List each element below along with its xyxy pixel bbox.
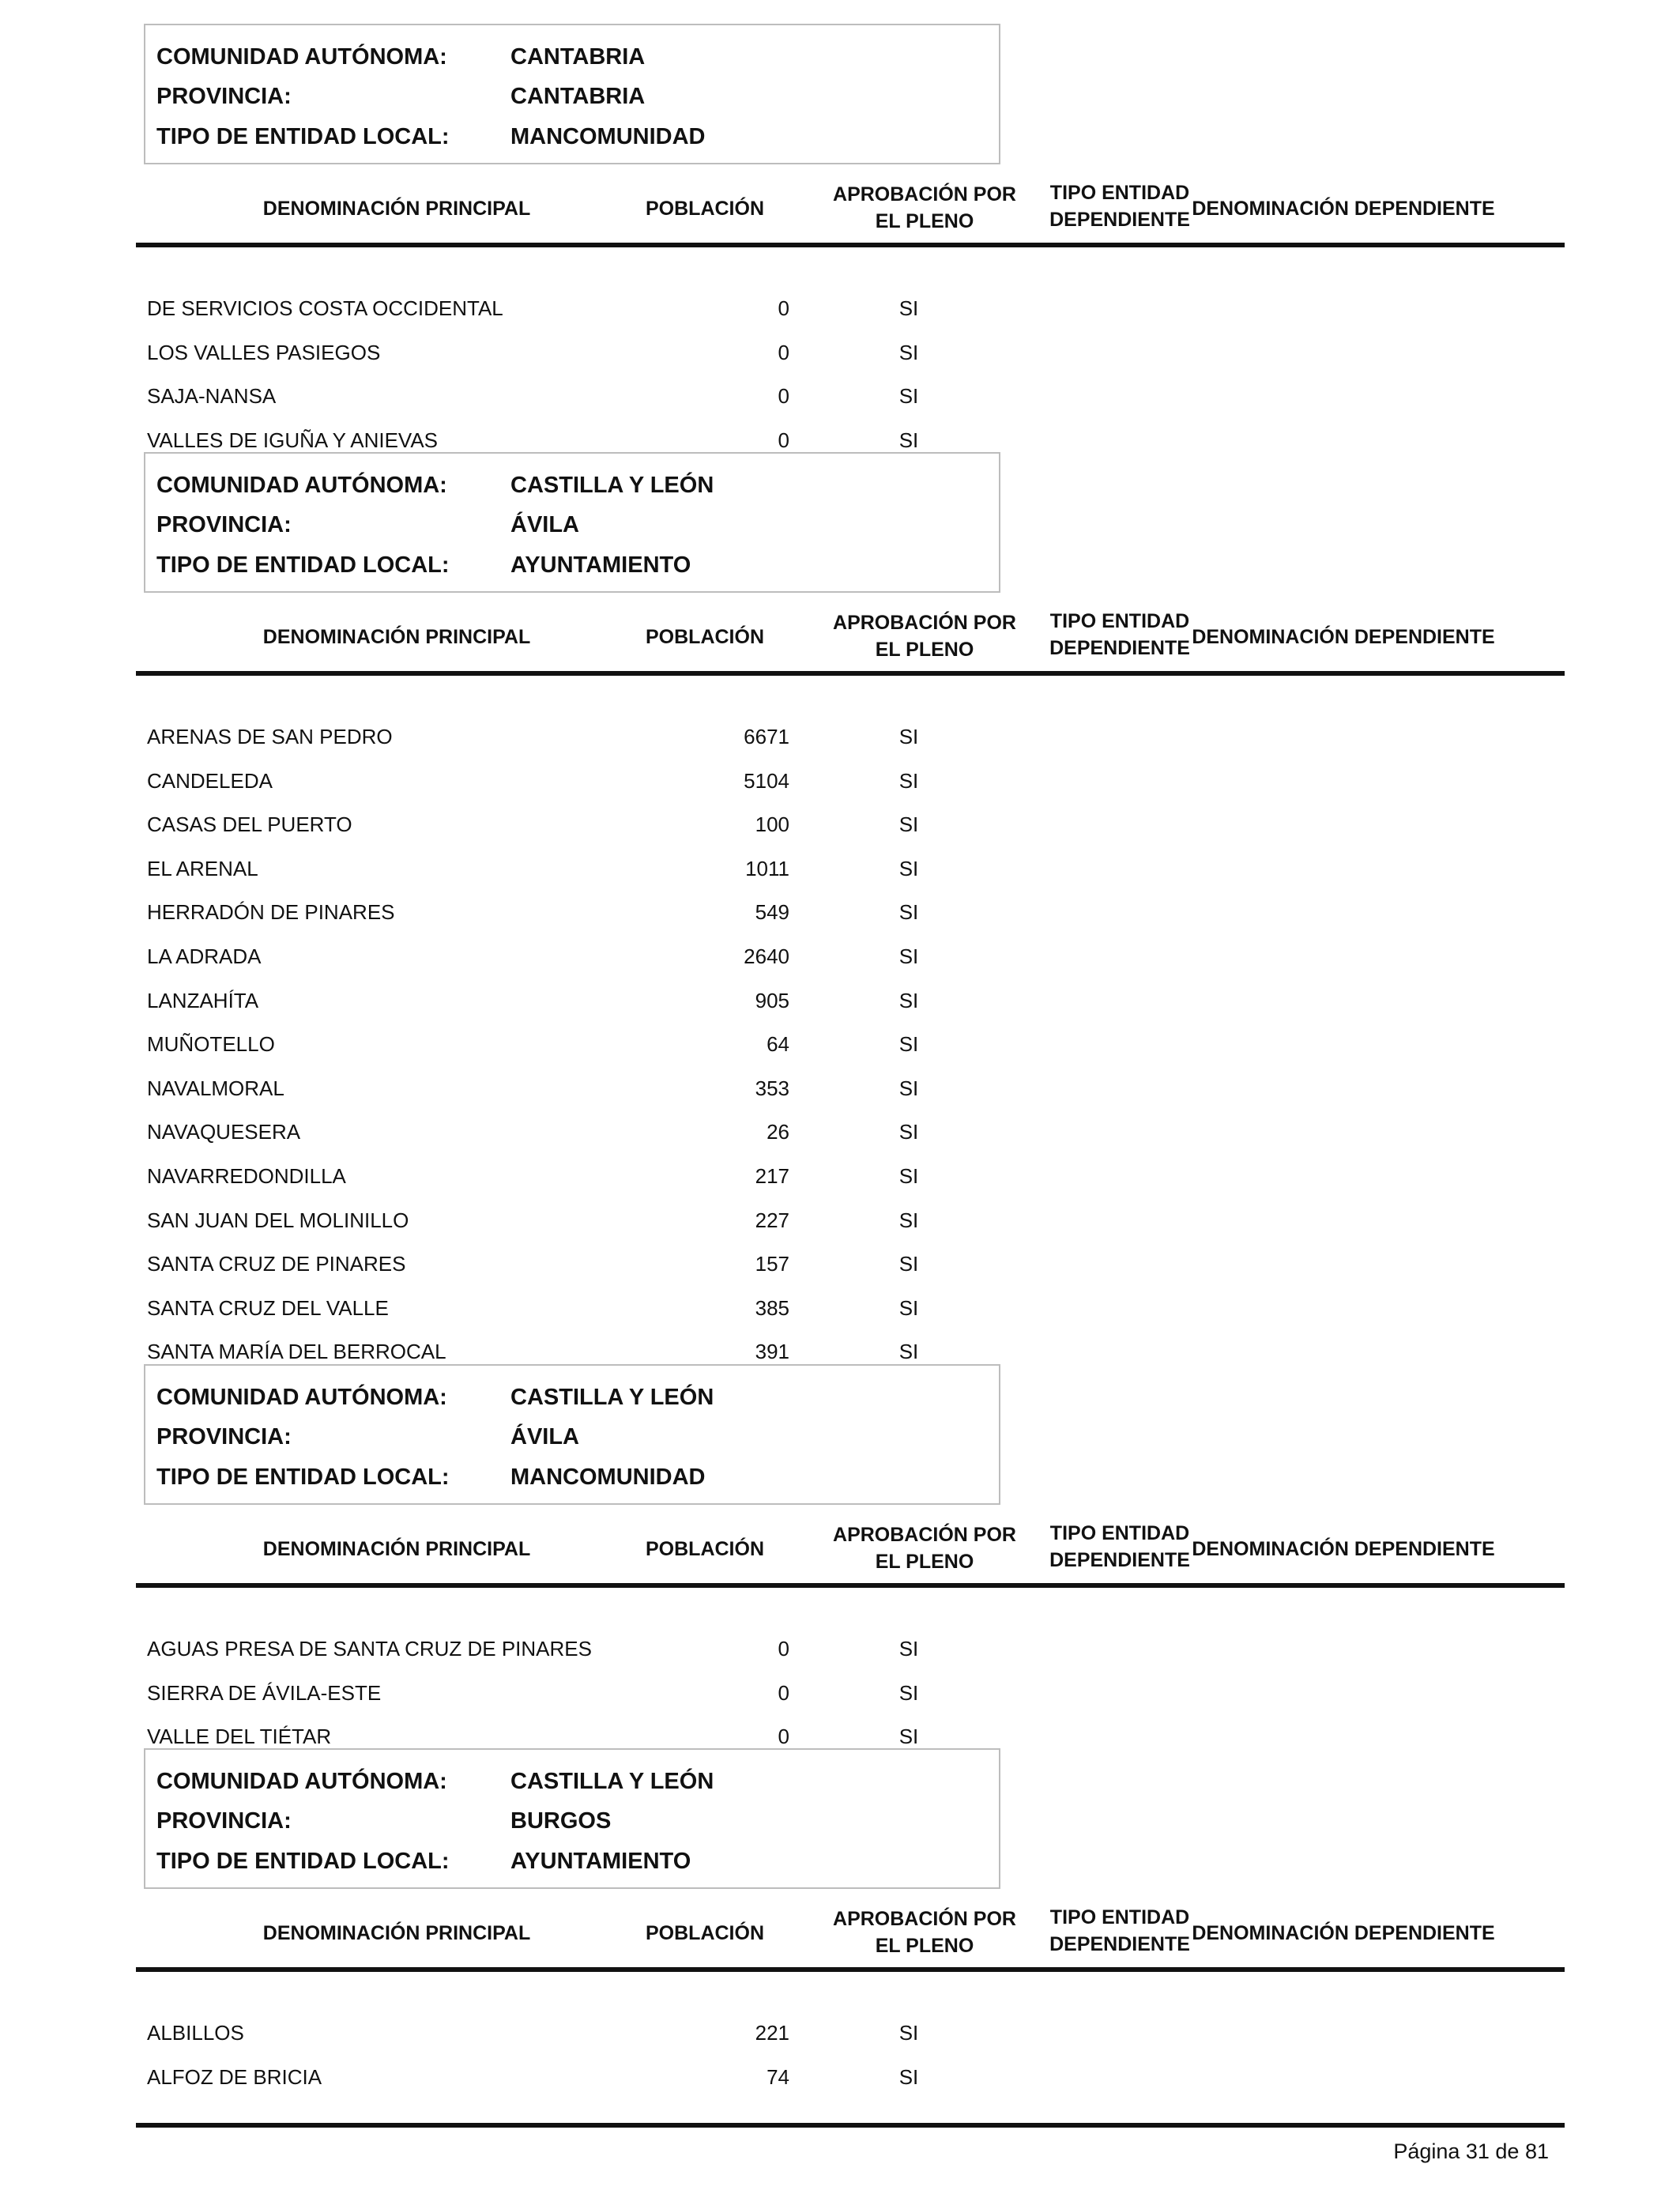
header-aprobacion-pleno: APROBACIÓN POR EL PLENO: [833, 183, 1016, 232]
table-header: [136, 1902, 1565, 1966]
provincia-row-value: ÁVILA: [510, 512, 579, 537]
denominacion-cell: SANTA CRUZ DEL VALLE: [147, 1296, 389, 1320]
poblacion-cell: 5104: [744, 769, 789, 793]
comunidad-row: [156, 1762, 986, 1802]
table-header: [136, 1517, 1565, 1582]
tipo-entidad-row-value: MANCOMUNIDAD: [510, 1465, 706, 1490]
table-row: [147, 1286, 1554, 1330]
header-aprobacion-pleno: APROBACIÓN POR EL PLENO: [833, 612, 1016, 661]
provincia-row: [156, 77, 986, 117]
denominacion-cell: AGUAS PRESA DE SANTA CRUZ DE PINARES: [147, 1637, 592, 1661]
header-denominacion-dependiente: DENOMINACIÓN DEPENDIENTE: [1192, 198, 1495, 220]
denominacion-cell: ALBILLOS: [147, 2021, 244, 2045]
table-row: [147, 1066, 1554, 1110]
aprobacion-cell: SI: [898, 1681, 919, 1705]
poblacion-cell: 26: [767, 1120, 789, 1144]
tipo-entidad-row: [156, 1842, 986, 1882]
table-row: [147, 2011, 1554, 2055]
table-row: [147, 1242, 1554, 1286]
header-poblacion: POBLACIÓN: [646, 626, 764, 648]
aprobacion-cell: SI: [898, 1725, 919, 1748]
denominacion-cell: DE SERVICIOS COSTA OCCIDENTAL: [147, 296, 503, 320]
aprobacion-cell: SI: [898, 2065, 919, 2089]
poblacion-cell: 0: [778, 341, 789, 364]
entity-info-box: [144, 452, 1000, 593]
header-rule: [136, 671, 1565, 676]
aprobacion-cell: SI: [898, 944, 919, 968]
poblacion-cell: 221: [755, 2021, 789, 2045]
aprobacion-cell: SI: [898, 725, 919, 748]
poblacion-cell: 353: [755, 1076, 789, 1100]
provincia-row-value: ÁVILA: [510, 1424, 579, 1449]
comunidad-row-label: COMUNIDAD AUTÓNOMA:: [156, 1385, 447, 1410]
poblacion-cell: 0: [778, 1637, 789, 1661]
aprobacion-cell: SI: [898, 769, 919, 793]
header-denominacion-dependiente: DENOMINACIÓN DEPENDIENTE: [1192, 626, 1495, 648]
table-header: [136, 605, 1565, 670]
header-tipo-entidad-dependiente: TIPO ENTIDAD DEPENDIENTE: [1049, 1522, 1190, 1571]
denominacion-cell: LOS VALLES PASIEGOS: [147, 341, 381, 364]
poblacion-cell: 74: [767, 2065, 789, 2089]
header-denominacion-dependiente: DENOMINACIÓN DEPENDIENTE: [1192, 1922, 1495, 1944]
denominacion-cell: VALLE DEL TIÉTAR: [147, 1725, 332, 1748]
poblacion-cell: 157: [755, 1252, 789, 1276]
denominacion-cell: VALLES DE IGUÑA Y ANIEVAS: [147, 428, 439, 452]
table-row: [147, 1671, 1554, 1715]
poblacion-cell: 0: [778, 428, 789, 452]
table-row: [147, 934, 1554, 978]
denominacion-cell: NAVALMORAL: [147, 1076, 284, 1100]
header-rule: [136, 243, 1565, 247]
header-tipo-entidad-dependiente: TIPO ENTIDAD DEPENDIENTE: [1049, 1906, 1190, 1955]
aprobacion-cell: SI: [898, 1032, 919, 1056]
header-poblacion: POBLACIÓN: [646, 1538, 764, 1560]
denominacion-cell: SANTA MARÍA DEL BERROCAL: [147, 1340, 446, 1363]
entity-info-box: [144, 24, 1000, 164]
header-tipo-entidad-dependiente: TIPO ENTIDAD DEPENDIENTE: [1049, 182, 1190, 231]
poblacion-cell: 0: [778, 296, 789, 320]
aprobacion-cell: SI: [898, 296, 919, 320]
table-row: [147, 759, 1554, 803]
aprobacion-cell: SI: [898, 989, 919, 1012]
aprobacion-cell: SI: [898, 1076, 919, 1100]
provincia-row-label: PROVINCIA:: [156, 512, 292, 537]
poblacion-cell: 385: [755, 1296, 789, 1320]
table-header: [136, 177, 1565, 242]
poblacion-cell: 0: [778, 1725, 789, 1748]
entity-info-box: [144, 1364, 1000, 1505]
table-row: [147, 1022, 1554, 1066]
aprobacion-cell: SI: [898, 428, 919, 452]
denominacion-cell: HERRADÓN DE PINARES: [147, 900, 395, 924]
aprobacion-cell: SI: [898, 1120, 919, 1144]
poblacion-cell: 100: [755, 812, 789, 836]
header-denominacion-principal: DENOMINACIÓN PRINCIPAL: [262, 1922, 531, 1944]
page-number: Página 31 de 81: [1393, 2139, 1549, 2163]
denominacion-cell: EL ARENAL: [147, 857, 258, 880]
table-row: [147, 846, 1554, 891]
tipo-entidad-row: [156, 118, 986, 157]
poblacion-cell: 2640: [744, 944, 789, 968]
denominacion-cell: LA ADRADA: [147, 944, 262, 968]
header-tipo-entidad-dependiente: TIPO ENTIDAD DEPENDIENTE: [1049, 610, 1190, 659]
denominacion-cell: SANTA CRUZ DE PINARES: [147, 1252, 406, 1276]
poblacion-cell: 217: [755, 1164, 789, 1188]
aprobacion-cell: SI: [898, 1340, 919, 1363]
denominacion-cell: SIERRA DE ÁVILA-ESTE: [147, 1681, 382, 1705]
table-row: [147, 2055, 1554, 2099]
table-row: [147, 286, 1554, 330]
header-denominacion-principal: DENOMINACIÓN PRINCIPAL: [262, 198, 531, 220]
poblacion-cell: 1011: [745, 857, 789, 880]
table-row: [147, 890, 1554, 934]
table-row: [147, 1110, 1554, 1154]
poblacion-cell: 0: [778, 384, 789, 408]
provincia-row: [156, 1802, 986, 1842]
comunidad-row-value: CANTABRIA: [510, 44, 646, 70]
comunidad-row-value: CASTILLA Y LEÓN: [510, 473, 714, 498]
aprobacion-cell: SI: [898, 1637, 919, 1661]
tipo-entidad-row-label: TIPO DE ENTIDAD LOCAL:: [156, 124, 450, 149]
aprobacion-cell: SI: [898, 900, 919, 924]
table-row: [147, 1154, 1554, 1198]
denominacion-cell: LANZAHÍTA: [147, 989, 259, 1012]
comunidad-row-label: COMUNIDAD AUTÓNOMA:: [156, 1769, 447, 1794]
denominacion-cell: SAN JUAN DEL MOLINILLO: [147, 1208, 409, 1232]
table-row: [147, 978, 1554, 1023]
comunidad-row: [156, 466, 986, 506]
entity-info-box: [144, 1748, 1000, 1889]
comunidad-row: [156, 1378, 986, 1418]
table-row: [147, 714, 1554, 759]
provincia-row: [156, 506, 986, 545]
header-aprobacion-pleno: APROBACIÓN POR EL PLENO: [833, 1524, 1016, 1573]
table-row: [147, 1627, 1554, 1671]
table-row: [147, 802, 1554, 846]
poblacion-cell: 549: [755, 900, 789, 924]
table-row: [147, 374, 1554, 418]
denominacion-cell: SAJA-NANSA: [147, 384, 277, 408]
poblacion-cell: 6671: [744, 725, 789, 748]
aprobacion-cell: SI: [898, 812, 919, 836]
header-denominacion-principal: DENOMINACIÓN PRINCIPAL: [262, 1538, 531, 1560]
denominacion-cell: ALFOZ DE BRICIA: [147, 2065, 322, 2089]
header-denominacion-principal: DENOMINACIÓN PRINCIPAL: [262, 626, 531, 648]
denominacion-cell: CASAS DEL PUERTO: [147, 812, 352, 836]
tipo-entidad-row-value: AYUNTAMIENTO: [510, 552, 691, 578]
aprobacion-cell: SI: [898, 1208, 919, 1232]
poblacion-cell: 0: [778, 1681, 789, 1705]
tipo-entidad-row-label: TIPO DE ENTIDAD LOCAL:: [156, 552, 450, 578]
table-row: [147, 330, 1554, 375]
comunidad-row: [156, 38, 986, 77]
provincia-row-label: PROVINCIA:: [156, 1808, 292, 1834]
aprobacion-cell: SI: [898, 857, 919, 880]
header-rule: [136, 1967, 1565, 1972]
denominacion-cell: NAVAQUESERA: [147, 1120, 301, 1144]
denominacion-cell: MUÑOTELLO: [147, 1032, 275, 1056]
aprobacion-cell: SI: [898, 1164, 919, 1188]
poblacion-cell: 64: [767, 1032, 789, 1056]
aprobacion-cell: SI: [898, 2021, 919, 2045]
aprobacion-cell: SI: [898, 1296, 919, 1320]
comunidad-row-value: CASTILLA Y LEÓN: [510, 1385, 714, 1410]
tipo-entidad-row-label: TIPO DE ENTIDAD LOCAL:: [156, 1465, 450, 1490]
denominacion-cell: NAVARREDONDILLA: [147, 1164, 346, 1188]
provincia-row: [156, 1418, 986, 1457]
tipo-entidad-row: [156, 546, 986, 586]
poblacion-cell: 905: [755, 989, 789, 1012]
header-poblacion: POBLACIÓN: [646, 1922, 764, 1944]
header-denominacion-dependiente: DENOMINACIÓN DEPENDIENTE: [1192, 1538, 1495, 1560]
footer-rule: [136, 2123, 1565, 2128]
aprobacion-cell: SI: [898, 341, 919, 364]
denominacion-cell: CANDELEDA: [147, 769, 273, 793]
header-rule: [136, 1583, 1565, 1588]
poblacion-cell: 391: [755, 1340, 789, 1363]
header-aprobacion-pleno: APROBACIÓN POR EL PLENO: [833, 1908, 1016, 1957]
comunidad-row-label: COMUNIDAD AUTÓNOMA:: [156, 44, 447, 70]
aprobacion-cell: SI: [898, 1252, 919, 1276]
comunidad-row-value: CASTILLA Y LEÓN: [510, 1769, 714, 1794]
comunidad-row-label: COMUNIDAD AUTÓNOMA:: [156, 473, 447, 498]
provincia-row-label: PROVINCIA:: [156, 84, 292, 109]
provincia-row-label: PROVINCIA:: [156, 1424, 292, 1449]
poblacion-cell: 227: [755, 1208, 789, 1232]
provincia-row-value: BURGOS: [510, 1808, 612, 1834]
table-row: [147, 1198, 1554, 1242]
tipo-entidad-row: [156, 1458, 986, 1498]
tipo-entidad-row-value: AYUNTAMIENTO: [510, 1849, 691, 1874]
header-poblacion: POBLACIÓN: [646, 198, 764, 220]
tipo-entidad-row-value: MANCOMUNIDAD: [510, 124, 706, 149]
denominacion-cell: ARENAS DE SAN PEDRO: [147, 725, 393, 748]
aprobacion-cell: SI: [898, 384, 919, 408]
tipo-entidad-row-label: TIPO DE ENTIDAD LOCAL:: [156, 1849, 450, 1874]
provincia-row-value: CANTABRIA: [510, 84, 646, 109]
